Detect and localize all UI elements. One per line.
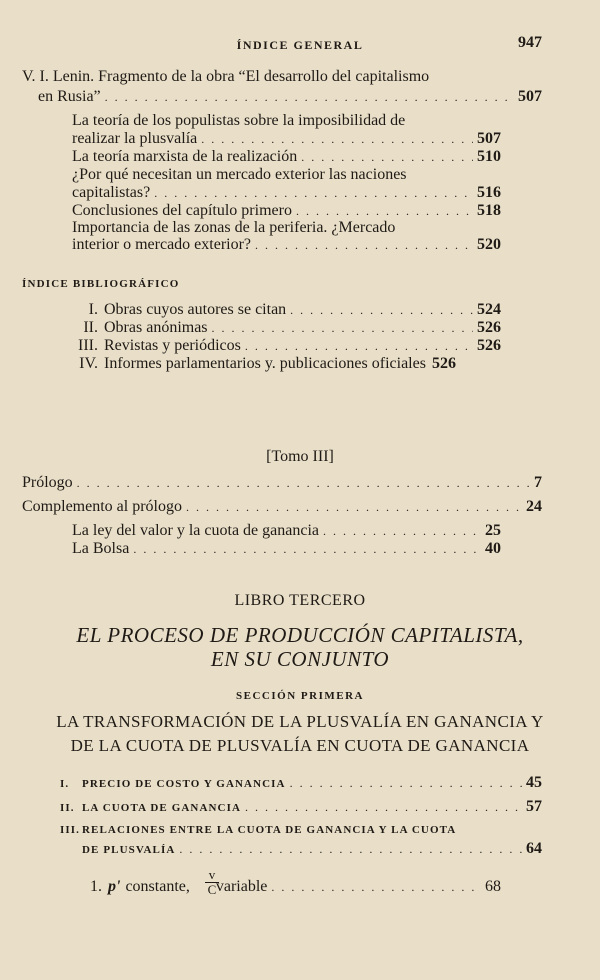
lenin-item-1-line2: realizar la plusvalía (72, 130, 198, 147)
subitem-1-num: 1. (90, 878, 102, 895)
prologo-entry (22, 474, 542, 492)
complemento-item-1-page: 25 (485, 522, 501, 539)
biblio-num-3: III. (78, 337, 98, 354)
leader-dots (323, 524, 481, 539)
lenin-item-5-page: 520 (477, 236, 501, 253)
leader-dots (77, 476, 530, 491)
section-heading: SECCIÓN PRIMERA (236, 690, 364, 702)
leader-dots (301, 150, 473, 165)
lenin-item-3-line1: ¿Por qué necesitan un mercado exterior las naciones (72, 166, 407, 183)
chapter-1 (60, 774, 542, 792)
leader-dots (133, 542, 481, 557)
lenin-item-3-line2: capitalistas? (72, 184, 151, 201)
biblio-num-1: I. (88, 301, 98, 318)
leader-dots (201, 132, 473, 147)
chapter-3-label-line1: RELACIONES ENTRE LA CUOTA DE GANANCIA Y LA CUOTA (82, 824, 457, 836)
lenin-item-1-page: 507 (477, 130, 501, 147)
complemento-page: 24 (526, 498, 542, 515)
biblio-heading: ÍNDICE BIBLIOGRÁFICO (22, 278, 180, 290)
biblio-item-1 (104, 301, 501, 319)
complemento-item-2 (72, 540, 501, 558)
lenin-item-2-page: 510 (477, 148, 501, 165)
biblio-item-1-label: Obras cuyos autores se citan (104, 301, 287, 318)
book-title-line1: EL PROCESO DE PRODUCCIÓN CAPITALISTA, (76, 623, 524, 647)
volume-heading: [Tomo III] (266, 448, 334, 465)
subitem-1-variable: p' (108, 878, 121, 895)
chapter-2-page: 57 (526, 798, 542, 815)
lenin-entry-page: 507 (518, 88, 542, 105)
leader-dots (245, 339, 473, 354)
subitem-1-label-a: constante, (125, 878, 190, 895)
lenin-item-3 (72, 184, 501, 202)
biblio-item-2-label: Obras anónimas (104, 319, 208, 336)
chapter-3-num: III. (60, 824, 80, 836)
fraction-numerator: v (208, 867, 216, 882)
book-heading: LIBRO TERCERO (234, 592, 366, 609)
complemento-item-1 (72, 522, 501, 540)
lenin-item-4-label: Conclusiones del capítulo primero (72, 202, 292, 219)
page-number: 947 (518, 34, 542, 51)
lenin-item-2-label: La teoría marxista de la realización (72, 148, 298, 165)
leader-dots (271, 880, 481, 895)
biblio-item-3-page: 526 (477, 337, 501, 354)
section-title-line2: DE LA CUOTA DE PLUSVALÍA EN CUOTA DE GANANCIA (70, 736, 530, 755)
lenin-item-1 (72, 130, 501, 148)
leader-dots (179, 842, 522, 857)
biblio-item-2-page: 526 (477, 319, 501, 336)
complemento-item-2-page: 40 (485, 540, 501, 557)
chapter-2-num: II. (60, 802, 75, 814)
lenin-item-3-page: 516 (477, 184, 501, 201)
biblio-item-4-label: Informes parlamentarios y. publicaciones oficiales (104, 355, 426, 372)
biblio-item-1-page: 524 (477, 301, 501, 318)
leader-dots (154, 186, 473, 201)
section-title-line1: LA TRANSFORMACIÓN DE LA PLUSVALÍA EN GANANCIA Y (56, 712, 544, 731)
chapter-2-label: LA CUOTA DE GANANCIA (82, 802, 242, 814)
lenin-item-4-page: 518 (477, 202, 501, 219)
lenin-item-1-line1: La teoría de los populistas sobre la imposibilidad de (72, 112, 406, 129)
biblio-num-4: IV. (79, 355, 98, 372)
chapter-3-line2 (82, 840, 542, 858)
leader-dots (296, 204, 473, 219)
chapter-1-num: I. (60, 778, 70, 790)
leader-dots (212, 321, 473, 336)
leader-dots (105, 90, 514, 105)
lenin-item-2 (72, 148, 501, 166)
leader-dots (245, 800, 522, 815)
lenin-item-4 (72, 202, 501, 220)
chapter-1-label: PRECIO DE COSTO Y GANANCIA (82, 778, 286, 790)
fraction-v-over-c (204, 868, 220, 897)
biblio-item-4 (104, 355, 501, 373)
chapter-3-page: 64 (526, 840, 542, 857)
lenin-item-5-line1: Importancia de las zonas de la periferia. ¿Mercado (72, 219, 396, 236)
prologo-label: Prólogo (22, 474, 73, 491)
leader-dots (255, 238, 473, 253)
running-header-title: ÍNDICE GENERAL (236, 38, 364, 52)
biblio-num-2: II. (83, 319, 98, 336)
chapter-3-label-line2: DE PLUSVALÍA (82, 844, 176, 856)
lenin-item-5 (72, 236, 501, 254)
chapter-2 (60, 798, 542, 816)
lenin-entry-line2 (38, 88, 542, 106)
chapter-3-line1 (60, 824, 542, 836)
leader-dots (290, 776, 522, 791)
biblio-item-3-label: Revistas y periódicos (104, 337, 241, 354)
complemento-item-2-label: La Bolsa (72, 540, 130, 557)
book-title-line2: EN SU CONJUNTO (210, 647, 390, 671)
subitem-1-label-b: variable (215, 878, 268, 895)
lenin-item-5-line2: interior o mercado exterior? (72, 236, 252, 253)
leader-dots (290, 303, 473, 318)
lenin-entry-line1: V. I. Lenin. Fragmento de la obra “El desarrollo del capitalismo (22, 68, 430, 85)
leader-dots (186, 500, 522, 515)
biblio-item-2 (104, 319, 501, 337)
biblio-item-4-page: 526 (431, 355, 456, 372)
biblio-item-3 (104, 337, 501, 355)
fraction-denominator: C (207, 882, 217, 897)
complemento-entry (22, 498, 542, 516)
lenin-entry-line2-text: en Rusia” (38, 88, 101, 105)
complemento-item-1-label: La ley del valor y la cuota de ganancia (72, 522, 319, 539)
subitem-1 (90, 878, 501, 896)
subitem-1-page: 68 (485, 878, 501, 895)
chapter-1-page: 45 (526, 774, 542, 791)
complemento-label: Complemento al prólogo (22, 498, 182, 515)
prologo-page: 7 (534, 474, 542, 491)
